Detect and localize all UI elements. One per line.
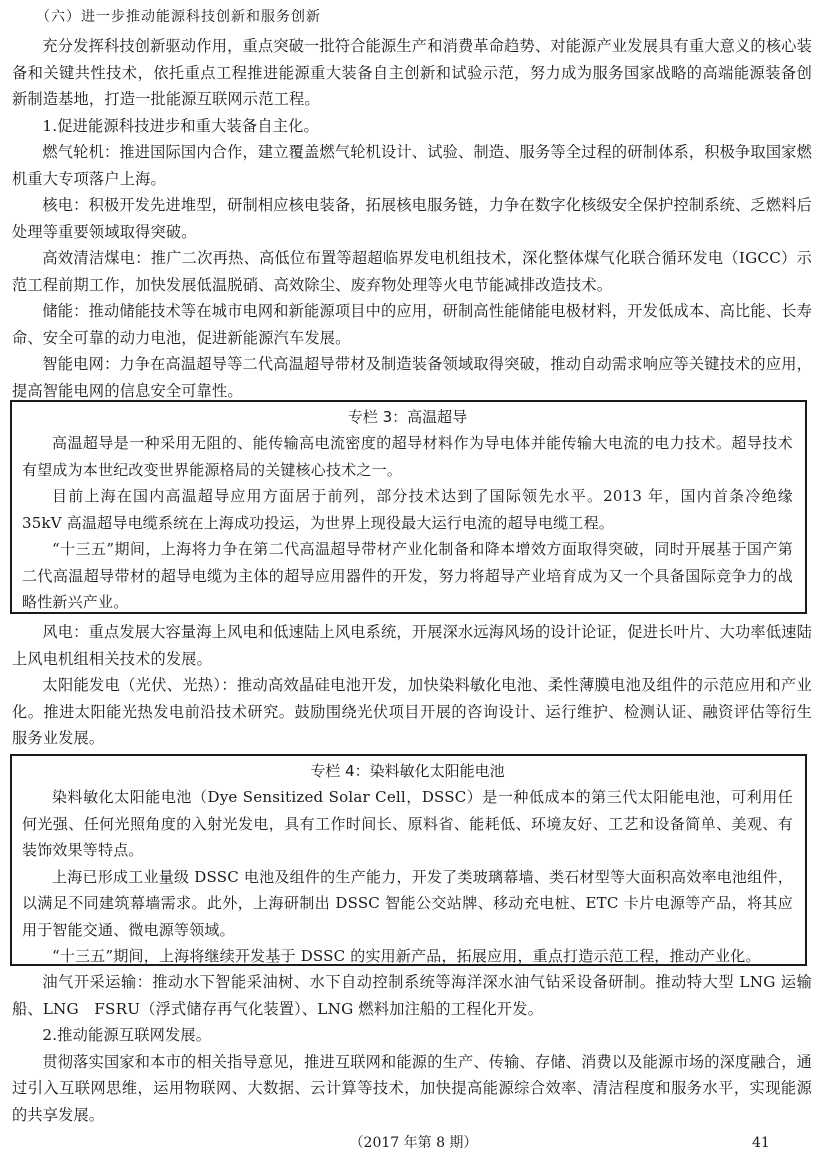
oil-gas-paragraph: 油气开采运输：推动水下智能采油树、水下自动控制系统等海洋深水油气钻采设备研制。推动特大型 LNG 运输船、LNG FSRU（浮式储存再气化装置）、LNG 燃料加注船的工程化开发。: [12, 973, 812, 1018]
text-block-lower: [12, 969, 812, 1128]
text-block-middle: [12, 619, 812, 752]
intro-paragraph: 充分发挥科技创新驱动作用，重点突破一批符合能源生产和消费革命趋势、对能源产业发展具有重大意义的核心装备和关键共性技术，依托重点工程推进能源重大装备自主创新和试验示范，努力成为服务国家战略的高端能源装备创新制造基地，打造一批能源互联网示范工程。: [12, 37, 812, 108]
clean-coal-paragraph: 高效清洁煤电：推广二次再热、高低位布置等超超临界发电机组技术，深化整体煤气化联合循环发电（IGCC）示范工程前期工作，加快发展低温脱硝、高效除尘、废弃物处理等火电节能减排改造技术。: [12, 249, 812, 294]
smart-grid-paragraph: 智能电网：力争在高温超导等二代高温超导带材及制造装备领域取得突破，推动自动需求响应等关键技术的应用，提高智能电网的信息安全可靠性。: [12, 355, 812, 400]
section-heading: （六）进一步推动能源科技创新和服务创新: [36, 9, 321, 25]
text-block-upper: [12, 33, 812, 404]
subheading-1: 1.促进能源科技进步和重大装备自主化。: [42, 116, 319, 135]
box4-title: 专栏 4：染料敏化太阳能电池: [310, 762, 505, 780]
page-number: 41: [752, 1135, 770, 1151]
box3-paragraph-3: “十三五”期间，上海将力争在第二代高温超导带材产业化制备和降本增效方面取得突破，同时开展基于国产第二代高温超导带材的超导电缆为主体的超导应用器件的开发，努力将超导产业培育成为又一个具备国际竞争力的战略性新兴产业。: [22, 540, 793, 611]
box4-paragraph-3: “十三五”期间，上海将继续开发基于 DSSC 的实用新产品，拓展应用，重点打造示范工程，推动产业化。: [52, 947, 761, 965]
column-box-3: [10, 400, 807, 614]
storage-paragraph: 储能：推动储能技术等在城市电网和新能源项目中的应用，研制高性能储能电极材料，开发低成本、高比能、长寿命、安全可靠的动力电池，促进新能源汽车发展。: [12, 302, 812, 347]
column-box-4: [10, 754, 807, 966]
box4-paragraph-1: 染料敏化太阳能电池（Dye Sensitized Solar Cell，DSSC）是一种低成本的第三代太阳能电池，可利用任何光强、任何光照角度的入射光发电，具有工作时间长、原料省、能耗低、环境友好、工艺和设备简单、美观、有装饰效果等特点。: [22, 788, 793, 859]
box4-paragraph-2: 上海已形成工业量级 DSSC 电池及组件的生产能力，开发了类玻璃幕墙、类石材型等大面积高效率电池组件，以满足不同建筑幕墙需求。此外，上海研制出 DSSC 智能公交站牌、移动充电桩、ETC 卡片电源等产品，将其应用于智能交通、微电源等领域。: [22, 867, 793, 939]
box3-paragraph-2: 目前上海在国内高温超导应用方面居于前列，部分技术达到了国际领先水平。2013 年，国内首条冷绝缘 35kV 高温超导电缆系统在上海成功投运，为世界上现役最大运行电流的超导电缆工程。: [22, 487, 793, 532]
wind-paragraph: 风电：重点发展大容量海上风电和低速陆上风电系统，开展深水远海风场的设计论证，促进长叶片、大功率低速陆上风电机组相关技术的发展。: [12, 623, 812, 668]
nuclear-paragraph: 核电：积极开发先进堆型，研制相应核电装备，拓展核电服务链，力争在数字化核级安全保护控制系统、乏燃料后处理等重要领域取得突破。: [12, 196, 812, 241]
solar-paragraph: 太阳能发电（光伏、光热）：推动高效晶硅电池开发，加快染料敏化电池、柔性薄膜电池及组件的示范应用和产业化。推进太阳能光热发电前沿技术研究。鼓励围绕光伏项目开展的咨询设计、运行维护、检测认证、融资评估等衍生服务业发展。: [12, 676, 812, 747]
energy-internet-paragraph: 贯彻落实国家和本市的相关指导意见，推进互联网和能源的生产、传输、存储、消费以及能源市场的深度融合，通过引入互联网思维，运用物联网、大数据、云计算等技术，加快提高能源综合效率、清洁程度和服务水平，实现能源的共享发展。: [12, 1052, 812, 1124]
issue-footer: （2017 年第 8 期）: [349, 1135, 478, 1151]
subheading-2: 2.推动能源互联网发展。: [42, 1026, 212, 1044]
gas-turbine-paragraph: 燃气轮机：推进国际国内合作，建立覆盖燃气轮机设计、试验、制造、服务等全过程的研制体系，积极争取国家燃机重大专项落户上海。: [12, 143, 812, 188]
box3-title: 专栏 3：高温超导: [347, 408, 468, 426]
box3-paragraph-1: 高温超导是一种采用无阻的、能传输高电流密度的超导材料作为导电体并能传输大电流的电力技术。超导技术有望成为本世纪改变世界能源格局的关键核心技术之一。: [22, 434, 793, 479]
